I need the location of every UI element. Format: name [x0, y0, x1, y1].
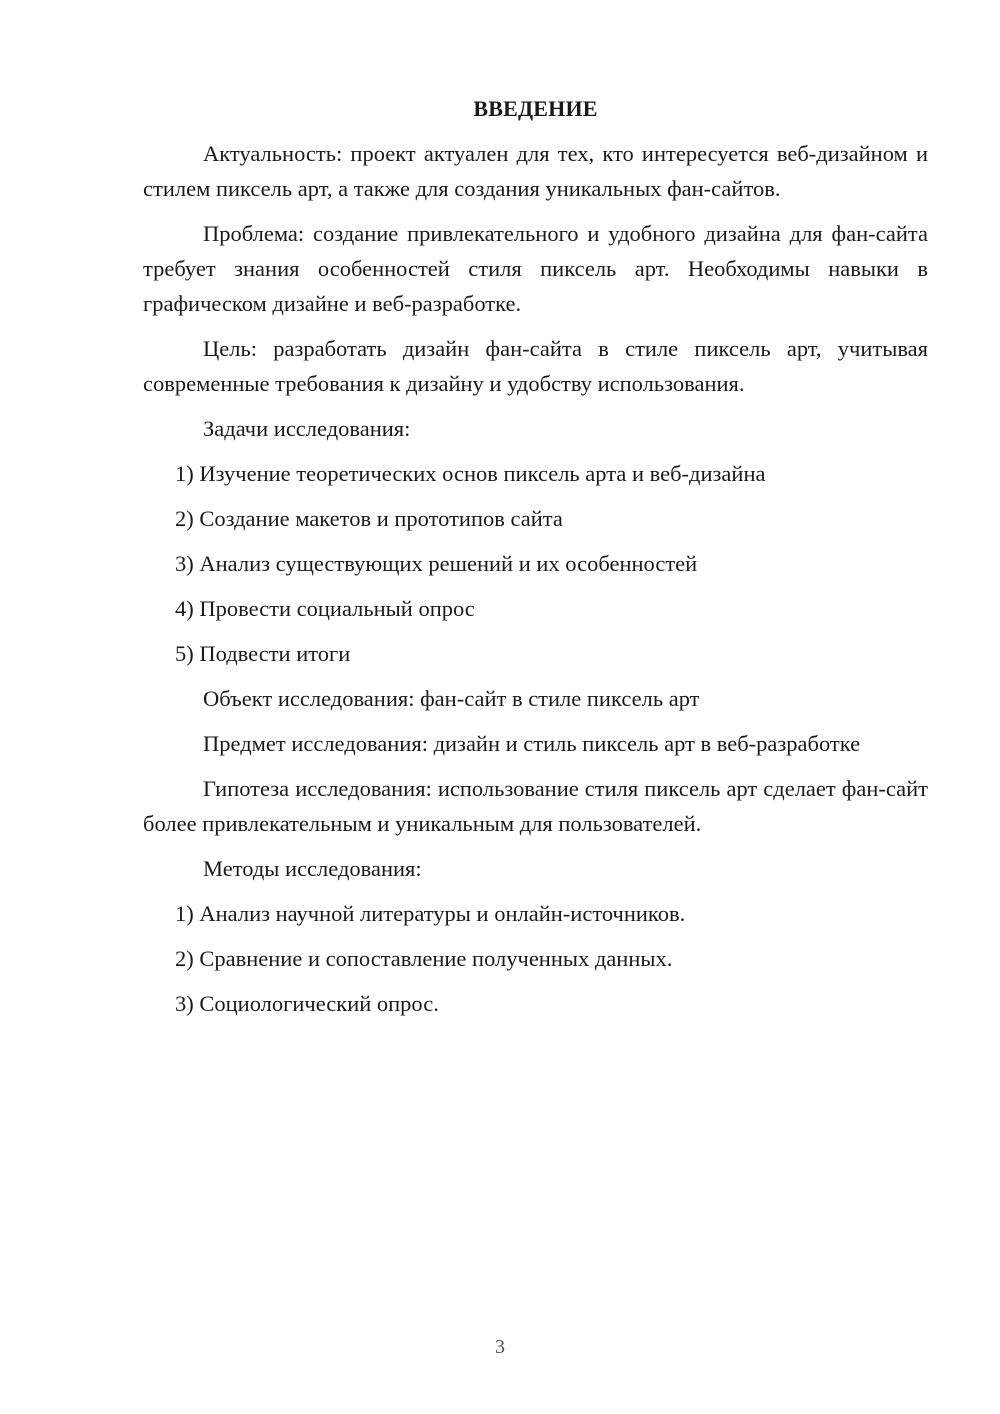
task-item: 1) Изучение теоретических основ пиксель арта и веб-дизайна — [175, 461, 766, 486]
object-line: Объект исследования: фан-сайт в стиле пиксель арт — [203, 686, 700, 711]
page-number: 3 — [495, 1336, 505, 1358]
task-item: 2) Создание макетов и прототипов сайта — [175, 506, 563, 531]
tasks-heading: Задачи исследования: — [203, 416, 411, 441]
hypothesis-paragraph: Гипотеза исследования: использование стиля пиксель арт сделает фан-сайт более привлекательным и уникальным для пользователей. — [143, 776, 928, 836]
page-content — [143, 94, 928, 1031]
method-item: 1) Анализ научной литературы и онлайн-источников. — [175, 901, 686, 926]
subject-line: Предмет исследования: дизайн и стиль пиксель арт в веб-разработке — [203, 731, 861, 756]
goal-paragraph: Цель: разработать дизайн фан-сайта в стиле пиксель арт, учитывая современные требования к дизайну и удобству использования. — [143, 336, 928, 396]
method-item: 3) Социологический опрос. — [175, 991, 439, 1016]
task-item: 5) Подвести итоги — [175, 641, 351, 666]
relevance-paragraph: Актуальность: проект актуален для тех, кто интересуется веб-дизайном и стилем пиксель арт, а также для создания уникальных фан-сайтов. — [143, 141, 928, 201]
methods-heading: Методы исследования: — [203, 856, 422, 881]
method-item: 2) Сравнение и сопоставление полученных данных. — [175, 946, 673, 971]
task-item: 3) Анализ существующих решений и их особенностей — [175, 551, 698, 576]
section-title: ВВЕДЕНИЕ — [473, 96, 598, 121]
task-item: 4) Провести социальный опрос — [175, 596, 475, 621]
problem-paragraph: Проблема: создание привлекательного и удобного дизайна для фан-сайта требует знания особенностей стиля пиксель арт. Необходимы навыки в графическом дизайне и веб-разработке. — [143, 221, 928, 316]
